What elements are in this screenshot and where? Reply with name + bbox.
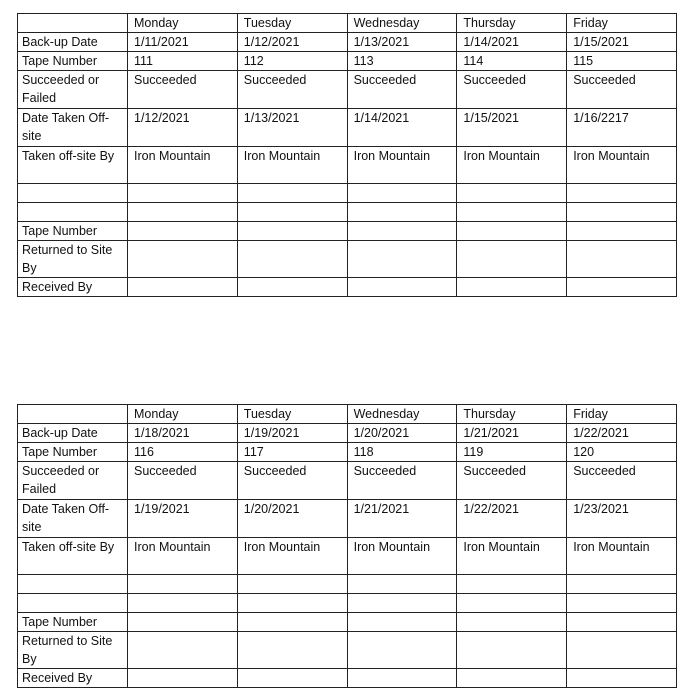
day-header: Monday	[128, 14, 238, 33]
table-cell	[237, 669, 347, 688]
table-row	[18, 613, 677, 632]
table-cell: 1/20/2021	[237, 500, 347, 538]
table-cell: Succeeded	[347, 462, 457, 500]
table-cell	[347, 632, 457, 669]
table-cell	[457, 669, 567, 688]
backup-log-table-week-1	[17, 13, 677, 297]
day-header: Friday	[567, 14, 677, 33]
table-cell: Succeeded	[237, 71, 347, 109]
table-cell: 1/14/2021	[457, 33, 567, 52]
day-header: Thursday	[457, 405, 567, 424]
table-cell	[347, 203, 457, 222]
row-label: Taken off-site By	[18, 147, 128, 184]
table-cell	[567, 203, 677, 222]
table-cell	[128, 278, 238, 297]
table-cell: 120	[567, 443, 677, 462]
table-cell	[237, 594, 347, 613]
table-cell	[457, 184, 567, 203]
table-cell	[237, 203, 347, 222]
table-cell	[347, 184, 457, 203]
table-row	[18, 184, 677, 203]
table-cell	[128, 203, 238, 222]
table-cell	[457, 575, 567, 594]
table-row	[18, 147, 677, 184]
table-cell	[237, 575, 347, 594]
table-row	[18, 538, 677, 575]
table-cell	[457, 632, 567, 669]
table-cell: 1/22/2021	[457, 500, 567, 538]
table-cell: 111	[128, 52, 238, 71]
table-cell: Succeeded	[237, 462, 347, 500]
table-cell	[567, 241, 677, 278]
table-cell: Iron Mountain	[457, 147, 567, 184]
table-cell	[567, 613, 677, 632]
table-cell: 116	[128, 443, 238, 462]
table-cell	[457, 203, 567, 222]
table-cell: Iron Mountain	[347, 147, 457, 184]
table-cell	[128, 222, 238, 241]
table-row	[18, 669, 677, 688]
table-cell: 115	[567, 52, 677, 71]
day-header: Tuesday	[237, 405, 347, 424]
table-row	[18, 500, 677, 538]
backup-log-table-week-2	[17, 404, 677, 688]
table-cell: Iron Mountain	[237, 538, 347, 575]
table-cell: 1/13/2021	[347, 33, 457, 52]
table-cell	[237, 184, 347, 203]
table-cell	[457, 278, 567, 297]
row-label	[18, 203, 128, 222]
table-cell: 1/15/2021	[457, 109, 567, 147]
table-row	[18, 203, 677, 222]
table-cell: 1/12/2021	[128, 109, 238, 147]
table-cell: Iron Mountain	[567, 147, 677, 184]
day-header: Tuesday	[237, 14, 347, 33]
table-cell: Succeeded	[347, 71, 457, 109]
day-header: Friday	[567, 405, 677, 424]
row-label	[18, 575, 128, 594]
table-cell: Iron Mountain	[347, 538, 457, 575]
table-cell: 1/13/2021	[237, 109, 347, 147]
row-label: Taken off-site By	[18, 538, 128, 575]
table-cell	[128, 669, 238, 688]
table-cell	[457, 594, 567, 613]
table-row	[18, 443, 677, 462]
table-cell	[567, 575, 677, 594]
table-cell: Succeeded	[567, 462, 677, 500]
row-label: Tape Number	[18, 222, 128, 241]
table-cell	[128, 632, 238, 669]
table-cell: 119	[457, 443, 567, 462]
row-label	[18, 184, 128, 203]
table-cell	[237, 241, 347, 278]
day-header: Thursday	[457, 14, 567, 33]
table-cell: 117	[237, 443, 347, 462]
table-row	[18, 33, 677, 52]
table-cell: 1/23/2021	[567, 500, 677, 538]
row-label: Received By	[18, 669, 128, 688]
table-cell: 1/19/2021	[237, 424, 347, 443]
row-label: Back-up Date	[18, 33, 128, 52]
table-cell	[567, 594, 677, 613]
day-header-row	[18, 405, 677, 424]
table-row	[18, 462, 677, 500]
table-cell	[128, 184, 238, 203]
table-cell: 1/14/2021	[347, 109, 457, 147]
table-row	[18, 424, 677, 443]
row-label: Returned to Site By	[18, 632, 128, 669]
row-label: Returned to Site By	[18, 241, 128, 278]
row-label	[18, 594, 128, 613]
day-header: Wednesday	[347, 405, 457, 424]
table-cell	[347, 613, 457, 632]
table-cell: Succeeded	[128, 71, 238, 109]
table-cell	[347, 594, 457, 613]
row-label: Tape Number	[18, 443, 128, 462]
table-cell	[347, 241, 457, 278]
table-cell: 1/18/2021	[128, 424, 238, 443]
table-cell	[347, 278, 457, 297]
table-row	[18, 632, 677, 669]
table-cell: 1/16/2217	[567, 109, 677, 147]
table-cell: 1/22/2021	[567, 424, 677, 443]
table-cell	[567, 222, 677, 241]
table-cell	[567, 184, 677, 203]
table-row	[18, 222, 677, 241]
table-cell	[457, 241, 567, 278]
table-cell	[237, 278, 347, 297]
row-label: Back-up Date	[18, 424, 128, 443]
row-label: Tape Number	[18, 613, 128, 632]
table-cell: 1/15/2021	[567, 33, 677, 52]
table-cell: 1/19/2021	[128, 500, 238, 538]
row-label: Date Taken Off-site	[18, 109, 128, 147]
table-cell: Succeeded	[567, 71, 677, 109]
table-cell	[237, 613, 347, 632]
row-label: Succeeded or Failed	[18, 71, 128, 109]
table-cell	[128, 594, 238, 613]
table-row	[18, 71, 677, 109]
table-cell	[128, 613, 238, 632]
row-label: Date Taken Off-site	[18, 500, 128, 538]
table-cell: Iron Mountain	[457, 538, 567, 575]
table-cell	[128, 575, 238, 594]
table-cell	[128, 241, 238, 278]
table-cell: Iron Mountain	[567, 538, 677, 575]
table-row	[18, 278, 677, 297]
table-cell: Succeeded	[457, 71, 567, 109]
table-cell: Iron Mountain	[128, 538, 238, 575]
day-header: Monday	[128, 405, 238, 424]
table-row	[18, 52, 677, 71]
table-cell	[567, 632, 677, 669]
table-cell: 113	[347, 52, 457, 71]
table-cell: 1/20/2021	[347, 424, 457, 443]
row-label: Succeeded or Failed	[18, 462, 128, 500]
table-cell	[457, 613, 567, 632]
table-cell	[347, 222, 457, 241]
table-cell: 1/21/2021	[347, 500, 457, 538]
table-row	[18, 109, 677, 147]
day-header: Wednesday	[347, 14, 457, 33]
table-cell: Succeeded	[128, 462, 238, 500]
table-cell: 1/21/2021	[457, 424, 567, 443]
day-header-row	[18, 14, 677, 33]
table-cell: Iron Mountain	[128, 147, 238, 184]
header-corner-cell	[18, 405, 128, 424]
table-cell: Iron Mountain	[237, 147, 347, 184]
table-cell	[347, 669, 457, 688]
table-row	[18, 241, 677, 278]
table-cell: 1/11/2021	[128, 33, 238, 52]
table-cell	[457, 222, 567, 241]
row-label: Received By	[18, 278, 128, 297]
table-cell	[567, 669, 677, 688]
table-cell: 114	[457, 52, 567, 71]
table-cell	[237, 632, 347, 669]
table-cell: Succeeded	[457, 462, 567, 500]
table-cell	[567, 278, 677, 297]
table-cell: 1/12/2021	[237, 33, 347, 52]
table-cell: 118	[347, 443, 457, 462]
table-cell: 112	[237, 52, 347, 71]
table-row	[18, 594, 677, 613]
table-row	[18, 575, 677, 594]
row-label: Tape Number	[18, 52, 128, 71]
header-corner-cell	[18, 14, 128, 33]
table-cell	[237, 222, 347, 241]
table-cell	[347, 575, 457, 594]
